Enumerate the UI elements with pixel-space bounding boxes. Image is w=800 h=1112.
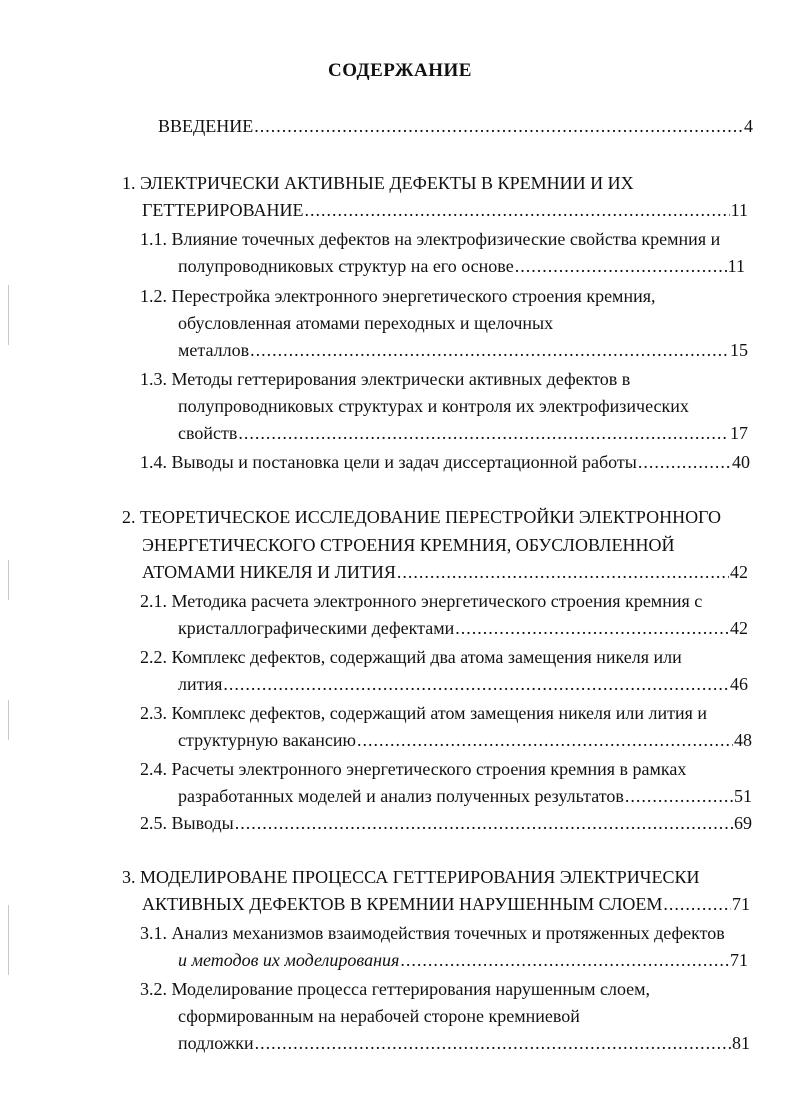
dot-leader — [397, 561, 729, 583]
toc-entry-text: кристаллографическими дефектами — [178, 618, 455, 638]
section-1-3-entry — [178, 422, 748, 444]
toc-page-number: 15 — [730, 340, 748, 360]
chapter-2-entry — [142, 561, 748, 583]
chapter-1-entry — [142, 199, 748, 221]
dot-leader — [223, 673, 729, 695]
dot-leader — [235, 812, 733, 834]
toc-entry-text: лития — [178, 674, 223, 694]
scan-artifact — [8, 285, 9, 345]
page-title: СОДЕРЖАНИЕ — [328, 60, 472, 81]
section-2-3-entry — [178, 729, 752, 751]
toc-page-number: 42 — [730, 618, 748, 638]
section-3-1-entry — [178, 949, 748, 971]
section-2-1-entry — [178, 617, 748, 639]
dot-leader — [305, 199, 730, 221]
section-1-1-line: 1.1. Влияние точечных дефектов на электрофизические свойства кремния и — [140, 229, 721, 249]
dot-leader — [255, 1032, 731, 1054]
section-1-2-line: обусловленная атомами переходных и щелочных — [178, 313, 554, 333]
section-2-1-line: 2.1. Методика расчета электронного энергетического строения кремния с — [140, 591, 703, 611]
toc-entry-text: ГЕТТЕРИРОВАНИЕ — [142, 200, 304, 220]
section-1-3-line: 1.3. Методы геттерирования электрически активных дефектов в — [140, 369, 631, 389]
dot-leader — [638, 451, 731, 473]
chapter-1-heading: 1. ЭЛЕКТРИЧЕСКИ АКТИВНЫЕ ДЕФЕКТЫ В КРЕМНИИ И ИХ — [122, 173, 634, 193]
toc-entry-text: 2.5. Выводы — [140, 813, 234, 833]
toc-page-number: 11 — [730, 200, 748, 220]
chapter-3-entry — [142, 893, 750, 915]
toc-entry-text: 1.4. Выводы и постановка цели и задач диссертационной работы — [140, 452, 637, 472]
toc-page-number: 71 — [732, 894, 750, 914]
toc-entry-text: металлов — [178, 340, 250, 360]
dot-leader — [515, 255, 727, 277]
toc-page-number: 81 — [732, 1033, 750, 1053]
chapter-2-heading: ЭНЕРГЕТИЧЕСКОГО СТРОЕНИЯ КРЕМНИЯ, ОБУСЛОВЛЕННОЙ — [142, 535, 675, 555]
dot-leader — [357, 729, 733, 751]
section-2-5-entry — [140, 812, 752, 834]
toc-entry-text: ВВЕДЕНИЕ — [158, 116, 254, 136]
toc-entry-text: структурную вакансию — [178, 730, 356, 750]
section-2-2-line: 2.2. Комплекс дефектов, содержащий два атома замещения никеля или — [140, 647, 682, 667]
section-1-4-entry — [140, 451, 750, 473]
dot-leader — [400, 949, 729, 971]
dot-leader — [455, 617, 729, 639]
toc-page-number: 4 — [744, 116, 753, 136]
toc-page-number: 42 — [730, 562, 748, 582]
toc-page-number: 11 — [727, 256, 745, 276]
scan-artifact — [8, 905, 9, 975]
chapter-2-heading: 2. ТЕОРЕТИЧЕСКОЕ ИССЛЕДОВАНИЕ ПЕРЕСТРОЙКИ ЭЛЕКТРОННОГО — [122, 507, 722, 527]
toc-page-number: 69 — [734, 813, 752, 833]
section-3-2-line: 3.2. Моделирование процесса геттерирования нарушенным слоем, — [140, 979, 651, 999]
toc-entry-text: свойств — [178, 423, 238, 443]
section-3-2-entry — [178, 1032, 750, 1054]
section-1-3-line: полупроводниковых структурах и контроля их электрофизических — [178, 396, 689, 416]
scan-artifact — [8, 700, 9, 740]
toc-entry-text: и методов их моделирования — [178, 950, 400, 970]
dot-leader — [238, 422, 729, 444]
toc-entry-text: подложки — [178, 1033, 254, 1053]
toc-entry-text: разработанных моделей и анализ полученных результатов — [178, 786, 624, 806]
toc-page-number: 46 — [730, 674, 748, 694]
toc-entry-intro — [158, 115, 753, 137]
section-3-1-line: 3.1. Анализ механизмов взаимодействия точечных и протяженных дефектов — [140, 923, 725, 943]
section-1-2-entry — [178, 339, 748, 361]
section-3-2-line: сформированным на нерабочей стороне кремниевой — [178, 1006, 580, 1026]
toc-page-number: 48 — [734, 730, 752, 750]
section-2-3-line: 2.3. Комплекс дефектов, содержащий атом замещения никеля или лития и — [140, 703, 708, 723]
dot-leader — [663, 893, 731, 915]
section-2-4-entry — [178, 785, 752, 807]
chapter-3-heading: 3. МОДЕЛИРОВАНЕ ПРОЦЕССА ГЕТТЕРИРОВАНИЯ ЭЛЕКТРИЧЕСКИ — [122, 867, 700, 887]
section-2-2-entry — [178, 673, 748, 695]
dot-leader — [625, 785, 733, 807]
dot-leader — [250, 339, 729, 361]
toc-page-number: 71 — [730, 950, 748, 970]
scan-artifact — [8, 560, 9, 600]
section-1-2-line: 1.2. Перестройка электронного энергетического строения кремния, — [140, 286, 656, 306]
dot-leader — [254, 115, 743, 137]
section-1-1-entry — [178, 255, 745, 277]
toc-entry-text: полупроводниковых структур на его основе — [178, 256, 514, 276]
toc-entry-text: АТОМАМИ НИКЕЛЯ И ЛИТИЯ — [142, 562, 396, 582]
toc-page-number: 17 — [730, 423, 748, 443]
toc-page-number: 40 — [732, 452, 750, 472]
section-2-4-line: 2.4. Расчеты электронного энергетического строения кремния в рамках — [140, 759, 687, 779]
toc-page-number: 51 — [734, 786, 752, 806]
toc-entry-text: АКТИВНЫХ ДЕФЕКТОВ В КРЕМНИИ НАРУШЕННЫМ СЛОЕМ — [142, 894, 663, 914]
